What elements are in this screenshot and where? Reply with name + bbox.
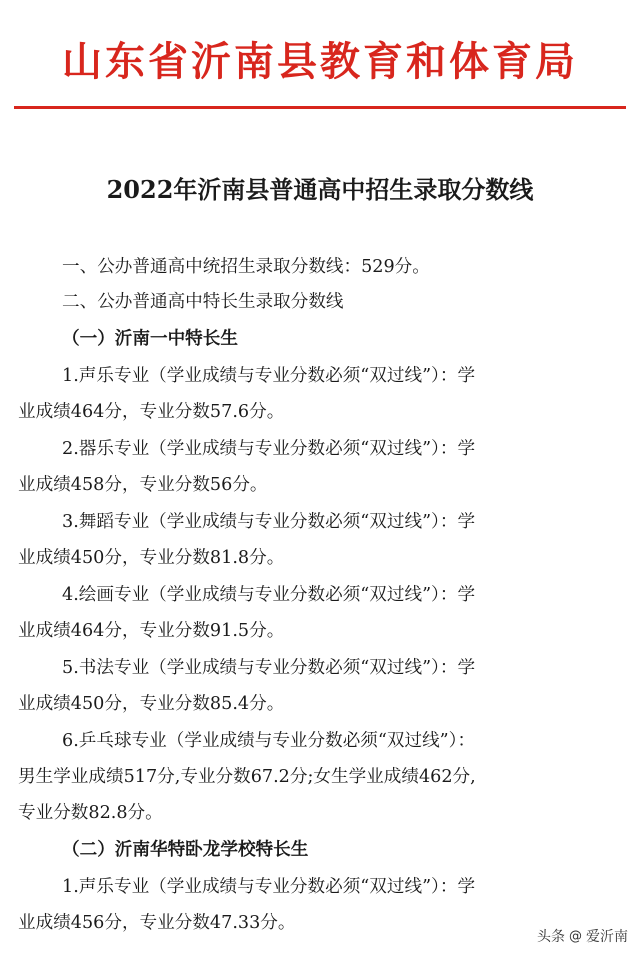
watermark-prefix: 头条	[537, 929, 565, 945]
source-watermark	[537, 926, 628, 946]
section-heading: （二）沂南华特卧龙学校特长生	[62, 839, 309, 860]
body-text-line: 一、公办普通高中统招生录取分数线：529分。	[62, 257, 430, 277]
body-text-line: 1.声乐专业（学业成绩与专业分数必须“双过线”）：学	[62, 366, 476, 386]
body-text-line: 2.器乐专业（学业成绩与专业分数必须“双过线”）：学	[62, 439, 476, 459]
body-text-line: 业成绩450分，专业分数85.4分。	[18, 694, 285, 714]
body-text-line: 3.舞蹈专业（学业成绩与专业分数必须“双过线”）：学	[62, 512, 476, 532]
letterhead-red-rule	[14, 106, 626, 109]
body-text-line: 二、公办普通高中特长生录取分数线	[62, 292, 344, 312]
watermark-handle: 爱沂南	[586, 929, 628, 945]
body-text-line: 6.乒乓球专业（学业成绩与专业分数必须“双过线”）：	[62, 731, 476, 751]
body-text-line: 4.绘画专业（学业成绩与专业分数必须“双过线”）：学	[62, 585, 476, 605]
body-text-line: 5.书法专业（学业成绩与专业分数必须“双过线”）：学	[62, 658, 476, 678]
letterhead-org-name: 山东省沂南县教育和体育局	[62, 38, 578, 85]
body-text-line: 业成绩458分，专业分数56分。	[18, 475, 268, 495]
body-text-line: 专业分数82.8分。	[18, 803, 163, 823]
body-text-line: 1.声乐专业（学业成绩与专业分数必须“双过线”）：学	[62, 877, 476, 897]
body-text-line: 业成绩450分，专业分数81.8分。	[18, 548, 285, 568]
body-text-line: 业成绩464分，专业分数91.5分。	[18, 621, 285, 641]
body-text-line: 业成绩464分，专业分数57.6分。	[18, 402, 285, 422]
section-heading: （一）沂南一中特长生	[62, 328, 238, 349]
body-text-line: 男生学业成绩517分,专业分数67.2分;女生学业成绩462分,	[18, 767, 476, 787]
document-title: 2022年沂南县普通高中招生录取分数线	[106, 175, 534, 204]
body-text-line: 业成绩456分，专业分数47.33分。	[18, 913, 296, 933]
at-icon: @	[569, 928, 582, 944]
